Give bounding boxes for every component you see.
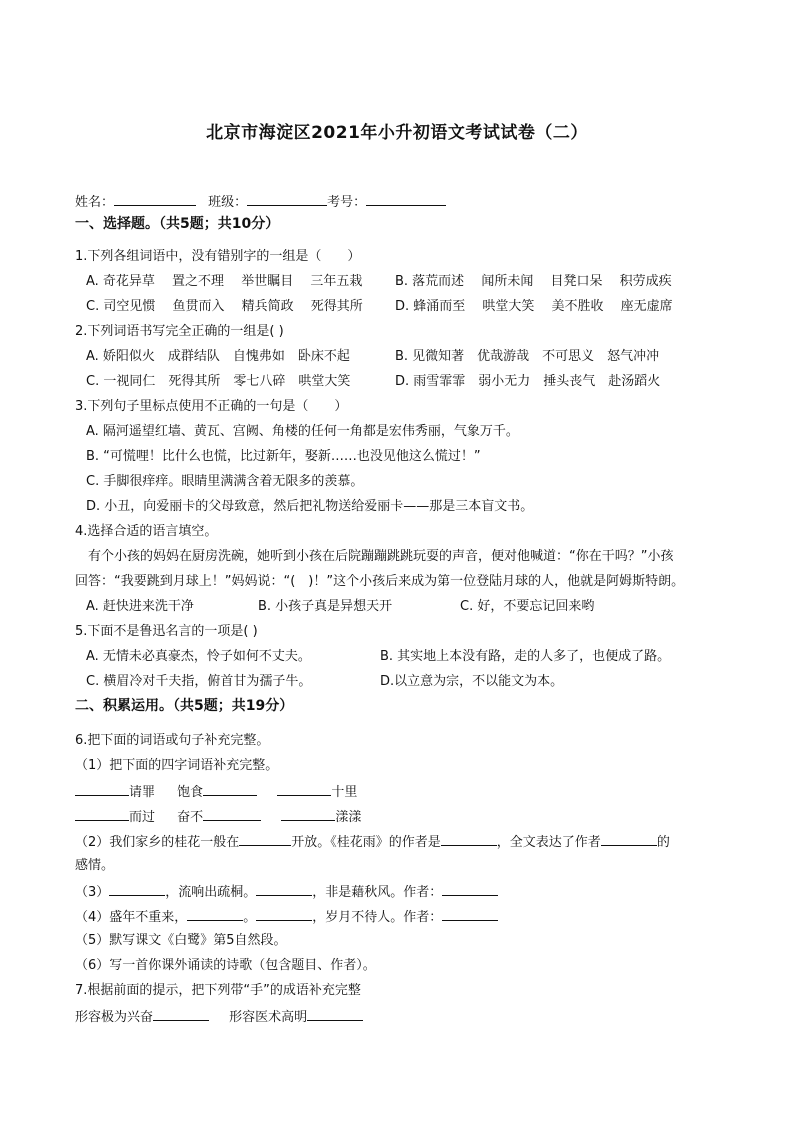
q4-option-b: B. 小孩子真是异想天开 bbox=[258, 599, 393, 614]
q7-stem: 7.根据前面的提示，把下列带“手”的成语补充完整 bbox=[75, 983, 361, 998]
blank-1[interactable] bbox=[75, 782, 129, 796]
blank-17[interactable] bbox=[307, 1007, 363, 1021]
class-blank[interactable] bbox=[247, 192, 327, 206]
blank-5[interactable] bbox=[203, 807, 261, 821]
blank-2[interactable] bbox=[203, 782, 257, 796]
name-blank[interactable] bbox=[114, 192, 196, 206]
q3-option-a: A. 隔河遥望红墙、黄瓦、宫阙、角楼的任何一角都是宏伟秀丽，气象万千。 bbox=[86, 424, 519, 439]
q2-option-d: D. 雨雪霏霏 弱小无力 捶头丧气 赴汤蹈火 bbox=[395, 374, 661, 389]
q7-item-a: 形容极为兴奋 bbox=[75, 1010, 154, 1025]
blank-12[interactable] bbox=[442, 882, 498, 896]
id-label: 考号： bbox=[327, 195, 367, 210]
q1-option-d: D. 蜂涌而至 哄堂大笑 美不胜收 座无虚席 bbox=[395, 299, 673, 314]
q5-option-a: A. 无情未必真豪杰，怜子如何不丈夫。 bbox=[86, 649, 311, 664]
q6-sub1: （1）把下面的四字词语补充完整。 bbox=[75, 758, 279, 773]
sub4-text-c: ，岁月不待人。作者： bbox=[312, 910, 443, 925]
q6-sub2-cont: 感情。 bbox=[75, 858, 115, 873]
q6-words-row2 bbox=[75, 807, 361, 827]
q6-sub5: （5）默写课文《白鹭》第5自然段。 bbox=[75, 933, 287, 948]
q1-option-b: B. 落荒而述 闻所未闻 目凳口呆 积劳成疾 bbox=[395, 274, 672, 289]
q2-stem: 2.下列词语书写完全正确的一组是( ) bbox=[75, 324, 284, 339]
word-c: 十里 bbox=[331, 785, 358, 800]
blank-8[interactable] bbox=[441, 832, 497, 846]
word-a: 请罪 bbox=[129, 785, 156, 800]
q3-option-b: B. “可慌哩！比什么也慌，比过新年，娶新……也没见他这么慌过！” bbox=[86, 449, 481, 464]
q1-option-c: C. 司空见惯 鱼贯而入 精兵简政 死得其所 bbox=[86, 299, 363, 314]
sub3-text-b: ，流响出疏桐。 bbox=[165, 885, 257, 900]
q6-sub2 bbox=[75, 832, 670, 852]
page-title: 北京市海淀区2021年小升初语文考试试卷（二） bbox=[206, 123, 588, 143]
blank-9[interactable] bbox=[601, 832, 657, 846]
q2-option-c: C. 一视同仁 死得其所 零七八碎 哄堂大笑 bbox=[86, 374, 351, 389]
blank-14[interactable] bbox=[256, 907, 312, 921]
q6-sub4 bbox=[75, 907, 498, 927]
q4-passage-line2: 回答：“我要跳到月球上！”妈妈说：“( )！”这个小孩后来成为第一位登陆月球的人，他就是阿姆斯特朗。 bbox=[75, 574, 685, 589]
sub4-text-a: （4）盛年不重来， bbox=[75, 910, 188, 925]
blank-15[interactable] bbox=[442, 907, 498, 921]
sub2-text-d: 的 bbox=[656, 835, 670, 850]
blank-4[interactable] bbox=[75, 807, 129, 821]
sub2-text-c: ，全文表达了作者 bbox=[496, 835, 601, 850]
q5-option-c: C. 横眉冷对千夫指，俯首甘为孺子牛。 bbox=[86, 674, 312, 689]
q6-stem: 6.把下面的词语或句子补充完整。 bbox=[75, 733, 270, 748]
blank-3[interactable] bbox=[277, 782, 331, 796]
blank-16[interactable] bbox=[153, 1007, 209, 1021]
sub2-text-b: 开放。《桂花雨》的作者是 bbox=[291, 835, 441, 850]
blank-11[interactable] bbox=[256, 882, 312, 896]
sub3-text-c: ，非是藉秋风。作者： bbox=[312, 885, 443, 900]
sub2-text-a: （2）我们家乡的桂花一般在 bbox=[75, 835, 240, 850]
q4-stem: 4.选择合适的语言填空。 bbox=[75, 524, 218, 539]
word-f: 漾漾 bbox=[335, 810, 362, 825]
sub3-text-a: （3） bbox=[75, 885, 110, 900]
id-blank[interactable] bbox=[366, 192, 446, 206]
q4-option-a: A. 赶快进来洗干净 bbox=[86, 599, 194, 614]
q1-option-a: A. 奇花异草 置之不理 举世瞩目 三年五栽 bbox=[86, 274, 363, 289]
word-d: 而过 bbox=[129, 810, 156, 825]
blank-13[interactable] bbox=[187, 907, 243, 921]
blank-7[interactable] bbox=[239, 832, 291, 846]
q7-items bbox=[75, 1007, 363, 1027]
sub4-text-b: 。 bbox=[243, 910, 257, 925]
q3-option-d: D. 小丑，向爱丽卡的父母致意，然后把礼物送给爱丽卡——那是三本盲文书。 bbox=[86, 499, 534, 514]
q4-passage-line1: 有个小孩的妈妈在厨房洗碗，她听到小孩在后院蹦蹦跳跳玩耍的声音，便对他喊道：“你在干吗？”小孩 bbox=[75, 549, 674, 564]
q6-sub6: （6）写一首你课外诵读的诗歌（包含题目、作者）。 bbox=[75, 958, 376, 973]
student-info-row bbox=[75, 192, 446, 212]
blank-6[interactable] bbox=[281, 807, 335, 821]
q3-stem: 3.下列句子里标点使用不正确的一句是（ ） bbox=[75, 399, 348, 414]
word-b: 饱食 bbox=[177, 785, 204, 800]
blank-10[interactable] bbox=[109, 882, 165, 896]
q1-stem: 1.下列各组词语中，没有错别字的一组是（ ） bbox=[75, 249, 361, 264]
class-label: 班级： bbox=[208, 195, 248, 210]
q6-words-row1 bbox=[75, 782, 357, 802]
q3-option-c: C. 手脚很痒痒。眼睛里满满含着无限多的羡慕。 bbox=[86, 474, 364, 489]
word-e: 奋不 bbox=[177, 810, 204, 825]
q5-stem: 5.下面不是鲁迅名言的一项是( ) bbox=[75, 624, 258, 639]
q2-option-a: A. 娇阳似火 成群结队 自愧弗如 卧床不起 bbox=[86, 349, 350, 364]
q4-option-c: C. 好，不要忘记回来哟 bbox=[460, 599, 595, 614]
name-label: 姓名： bbox=[75, 195, 115, 210]
section1-heading: 一、选择题。（共5题；共10分） bbox=[75, 216, 280, 232]
q5-option-b: B. 其实地上本没有路，走的人多了，也便成了路。 bbox=[380, 649, 671, 664]
q5-option-d: D.以立意为宗，不以能文为本。 bbox=[380, 674, 564, 689]
q7-item-b: 形容医术高明 bbox=[229, 1010, 308, 1025]
q2-option-b: B. 见微知著 优哉游哉 不可思义 怒气冲冲 bbox=[395, 349, 660, 364]
q6-sub3 bbox=[75, 882, 498, 902]
section2-heading: 二、积累运用。（共5题；共19分） bbox=[75, 698, 294, 714]
